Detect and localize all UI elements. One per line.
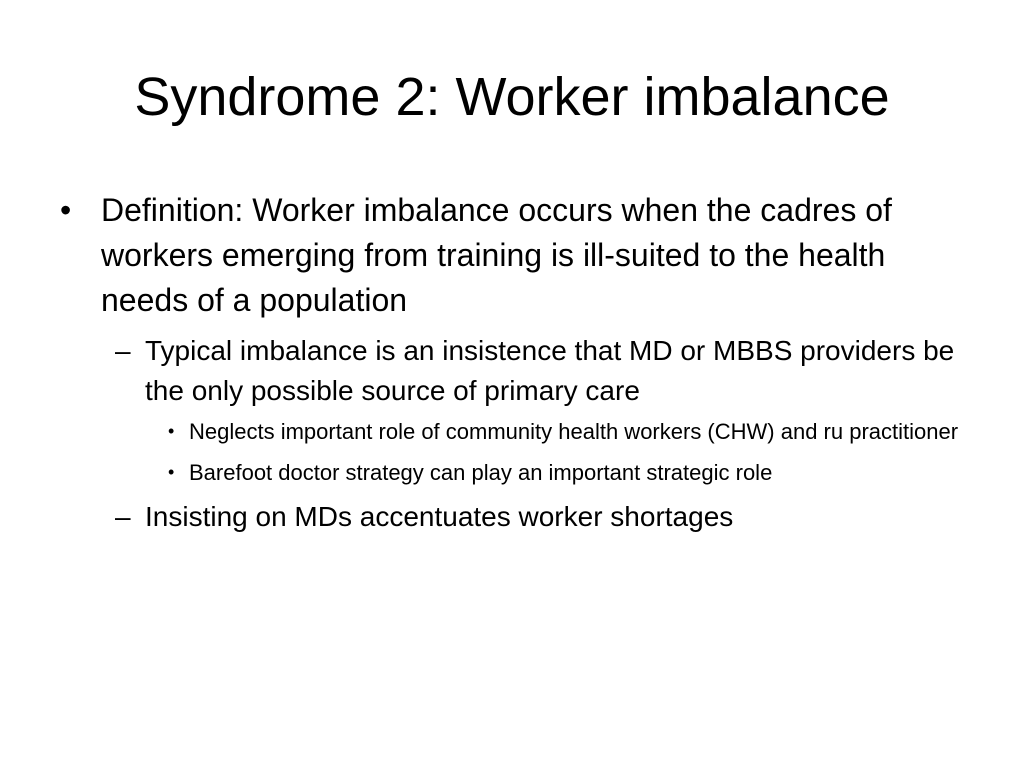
sub-bullet-text: Insisting on MDs accentuates worker shortages — [145, 501, 734, 532]
bullet-text: Definition: Worker imbalance occurs when the cadres of workers emerging from training is ill-suited to the health needs of a population — [101, 192, 892, 318]
sub-sub-bullet-neglects — [168, 415, 960, 448]
sub-sub-bullet-barefoot — [168, 456, 960, 489]
sub-bullet-typical-imbalance — [115, 331, 960, 411]
sub-bullet-text: Typical imbalance is an insistence that MD or MBBS providers be the only possible source of primary care — [145, 335, 955, 406]
slide-title: Syndrome 2: Worker imbalance — [134, 67, 890, 127]
sub-sub-bullet-text: Neglects important role of community health workers (CHW) and ru practitioner — [189, 419, 959, 444]
bullet-dot-icon: • — [168, 421, 175, 441]
sub-sub-bullet-text: Barefoot doctor strategy can play an important strategic role — [189, 460, 773, 485]
slide-body — [60, 188, 960, 541]
bullet-dot-icon: • — [60, 192, 72, 228]
bullet-definition — [60, 188, 960, 323]
dash-icon: – — [115, 501, 131, 532]
bullet-dot-icon: • — [168, 462, 175, 482]
dash-icon: – — [115, 335, 131, 366]
sub-bullet-insisting — [115, 497, 960, 537]
